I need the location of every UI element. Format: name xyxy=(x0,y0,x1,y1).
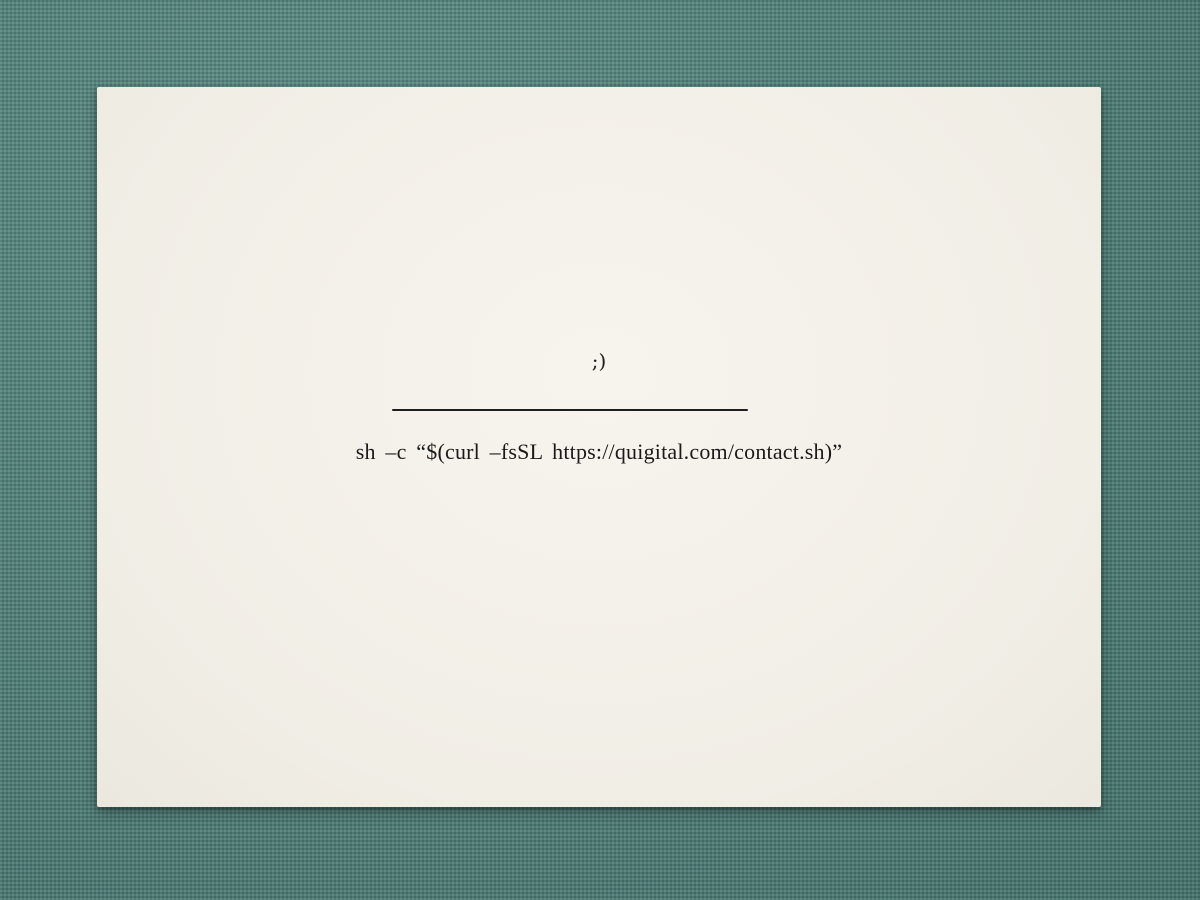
shell-command-text: sh –c “$(curl –fsSL https://quigital.com/contact.sh)” xyxy=(355,439,843,464)
wink-emoticon: ;) xyxy=(591,349,607,373)
paper-card xyxy=(97,87,1101,807)
horizontal-rule xyxy=(392,409,748,411)
